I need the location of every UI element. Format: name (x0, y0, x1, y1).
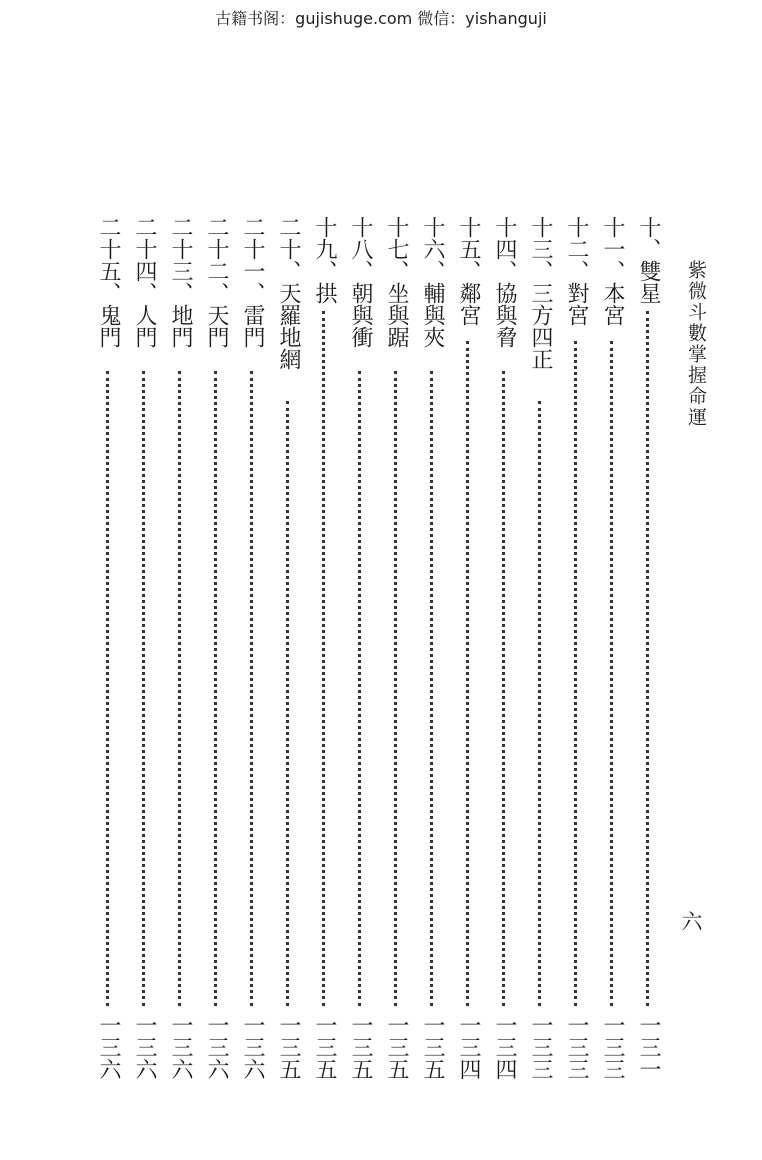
toc-entry-title: 十六、輔與夾 (420, 216, 445, 348)
toc-leader-dots (394, 371, 397, 1006)
toc-entry-title: 十、雙星 (636, 216, 661, 304)
toc-entry (345, 216, 375, 1080)
toc-entry-title: 十五、鄰宮 (456, 216, 481, 326)
toc-entry-title: 十九、拱 (312, 216, 337, 304)
page-number: 六 (681, 910, 703, 934)
toc-entry-title: 二十三、地門 (168, 216, 193, 348)
toc-leader-dots (430, 371, 433, 1006)
toc-entry (273, 216, 303, 1080)
toc-entry-page: 一三五 (312, 1014, 337, 1080)
toc-leader-dots (178, 371, 181, 1006)
toc-leader-dots (358, 371, 361, 1006)
toc-entry-page: 一三四 (492, 1014, 517, 1080)
toc-entry (129, 216, 159, 1080)
toc-leader-dots (322, 311, 325, 1006)
toc-entry (417, 216, 447, 1080)
toc-entry-title: 二十、天羅地網 (276, 216, 301, 370)
toc-leader-dots (502, 371, 505, 1006)
toc-entry-page: 一三五 (348, 1014, 373, 1080)
toc-leader-dots (142, 371, 145, 1006)
toc-entry-page: 一三五 (420, 1014, 445, 1080)
toc-entry-title: 十三、三方四正 (528, 216, 553, 370)
toc-leader-dots (646, 311, 649, 1006)
toc-entry (561, 216, 591, 1080)
toc-entry-title: 十一、本宮 (600, 216, 625, 326)
toc-entry-page: 一三三 (528, 1014, 553, 1080)
toc-leader-dots (466, 341, 469, 1006)
toc-entry-page: 一三三 (564, 1014, 589, 1080)
toc-entry (597, 216, 627, 1080)
toc-entry-title: 二十二、天門 (204, 216, 229, 348)
toc-entry (525, 216, 555, 1080)
toc-entry-title: 十七、坐與踞 (384, 216, 409, 348)
toc-entry-page: 一三六 (204, 1014, 229, 1080)
toc-entry-title: 十二、對宮 (564, 216, 589, 326)
toc-entry-title: 二十一、雷門 (240, 216, 265, 348)
toc-entry (381, 216, 411, 1080)
toc-entry-page: 一三五 (276, 1014, 301, 1080)
toc-leader-dots (610, 341, 613, 1006)
toc-entry (453, 216, 483, 1080)
toc-entry-page: 一三一 (636, 1014, 661, 1080)
toc-leader-dots (106, 371, 109, 1006)
toc-entry-page: 一三六 (240, 1014, 265, 1080)
toc-entry-page: 一三五 (384, 1014, 409, 1080)
toc-entry-page: 一三六 (96, 1014, 121, 1080)
toc-leader-dots (214, 371, 217, 1006)
toc-entry (165, 216, 195, 1080)
toc-entry-page: 一三六 (168, 1014, 193, 1080)
toc-entry (309, 216, 339, 1080)
toc-entry (489, 216, 519, 1080)
toc-leader-dots (286, 401, 289, 1006)
toc-entry (237, 216, 267, 1080)
toc-entry-title: 十八、朝與衝 (348, 216, 373, 348)
toc-entry-title: 十四、協與脅 (492, 216, 517, 348)
toc-leader-dots (250, 371, 253, 1006)
toc-entry-page: 一三四 (456, 1014, 481, 1080)
toc-leader-dots (538, 401, 541, 1006)
toc-entry-page: 一三六 (132, 1014, 157, 1080)
toc-entry-title: 二十五、鬼門 (96, 216, 121, 348)
toc-leader-dots (574, 341, 577, 1006)
toc-entry (93, 216, 123, 1080)
toc-entry (633, 216, 663, 1080)
watermark-text: 古籍书阁：gujishuge.com 微信：yishanguji (215, 9, 547, 28)
running-header: 紫微斗數掌握命運 (685, 260, 707, 428)
toc-entry-page: 一三三 (600, 1014, 625, 1080)
toc-entry (201, 216, 231, 1080)
toc-entry-title: 二十四、人門 (132, 216, 157, 348)
